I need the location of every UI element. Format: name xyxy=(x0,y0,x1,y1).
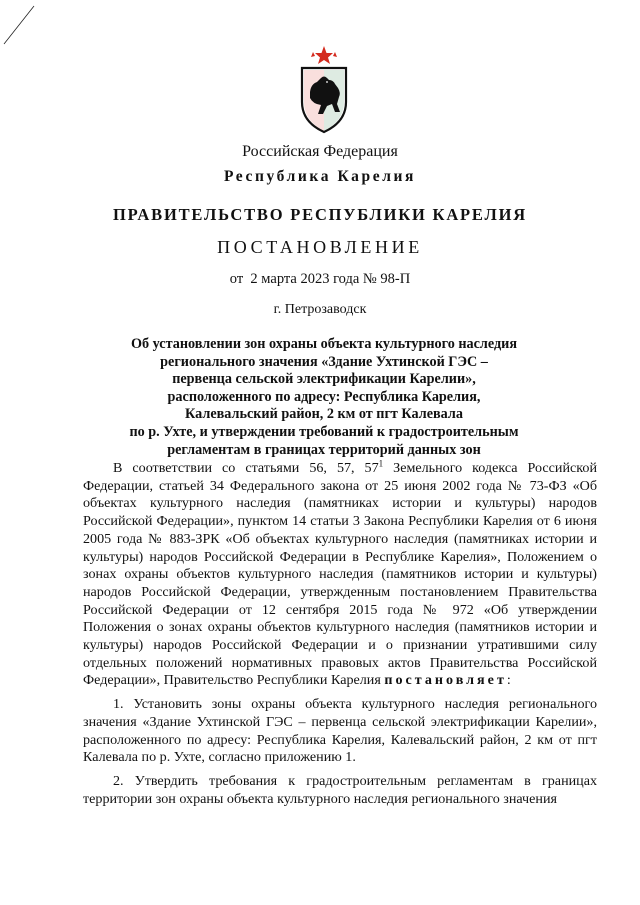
decree-word: постановляет xyxy=(384,672,507,689)
country-name: Российская Федерация xyxy=(242,143,398,160)
government-name: ПРАВИТЕЛЬСТВО РЕСПУБЛИКИ КАРЕЛИЯ xyxy=(113,205,527,224)
preamble-text: Земельного кодекса Российской Федерации, статьей 34 Федерального закона от 25 июня 2002 года № 73-ФЗ «Об объектах культурного наследия (памятниках истории и культуры) народов Российской Федерации», пунктом 14 статьи 3 Закона Республики Карелия от 6 июня 2005 года № 883-ЗРК «Об объектах культурного наследия (памятниках истории и культуры) народов Российской Федерации в Республике Карелия», Положением о зонах охраны объектов культурного наследия (памятников истории и культуры) народов Российской Федерации, утвержденным постановлением Правительства Российской Федерации от 12 сентября 2015 года № 972 «Об утверждении Положения о зонах охраны объектов культурного наследия (памятников истории и культуры) народов Российской Федерации и о признании утратившими силу отдельных положений нормативных правовых актов Правительства Российской Федерации», Правительство Республики Карелия xyxy=(83,460,597,689)
article-superscript: 1 xyxy=(378,458,384,469)
document-body xyxy=(83,460,597,808)
title-line: регионального значения «Здание Ухтинской ГЭС – xyxy=(160,353,488,370)
document-title xyxy=(100,336,548,459)
title-line: расположенного по адресу: Республика Карелия, xyxy=(167,388,481,405)
preamble-paragraph xyxy=(83,460,597,690)
preamble-text-start: В соответствии со статьями 56, 57, 57 xyxy=(113,460,379,476)
title-line: регламентам в границах территорий данных зон xyxy=(167,441,481,458)
document-city: г. Петрозаводск xyxy=(273,302,367,317)
document-type: ПОСТАНОВЛЕНИЕ xyxy=(217,237,423,257)
title-line: первенца сельской электрификации Карелии», xyxy=(172,371,476,388)
clause-2: 2. Утвердить требования к градостроительным регламентам в границах территории зон охраны объекта культурного наследия регионального значения xyxy=(83,772,597,807)
karelia-coat-of-arms-icon xyxy=(297,44,351,134)
title-line: Об установлении зон охраны объекта культурного наследия xyxy=(130,336,518,352)
decree-colon: : xyxy=(506,672,511,689)
title-line: по р. Ухте, и утверждении требований к градостроительным xyxy=(129,423,519,440)
clause-1: 1. Установить зоны охраны объекта культурного наследия регионального значения «Здание Ухтинской ГЭС – первенца сельской электрификации Карелии», расположенного по адресу: Республика Карелия, Калевальский район, 2 км от пгт Калевала по р. Ухте, согласно приложению 1. xyxy=(83,696,597,766)
document-date-number: от 2 марта 2023 года № 98-П xyxy=(229,271,411,287)
title-line: Калевальский район, 2 км от пгт Калевала xyxy=(185,406,463,423)
republic-name: Республика Карелия xyxy=(223,168,417,185)
corner-pen-mark xyxy=(0,0,60,60)
